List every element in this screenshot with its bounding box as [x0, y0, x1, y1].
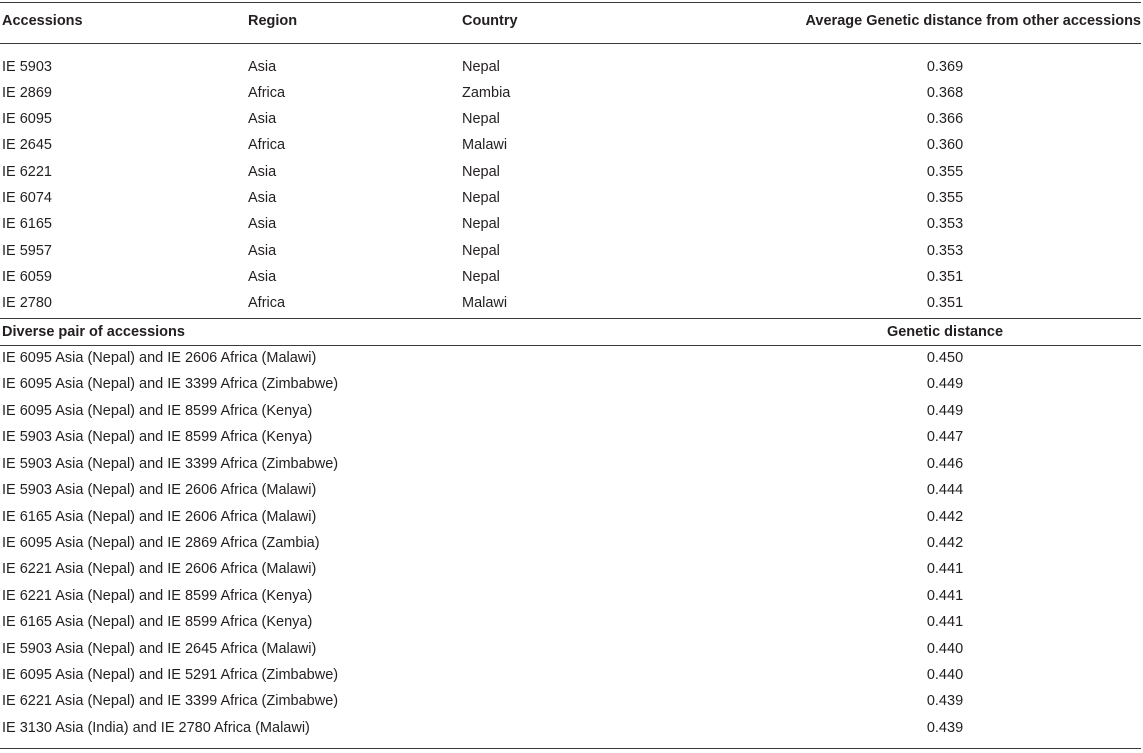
accession-cell: IE 6221 [2, 164, 52, 180]
region-cell: Asia [248, 216, 277, 232]
header-country: Country [462, 13, 518, 29]
distance-cell: 0.441 [926, 561, 964, 577]
table-top-rule [0, 2, 1141, 3]
table-row [0, 609, 1143, 635]
header-diverse-pair: Diverse pair of accessions [2, 324, 185, 340]
section2-header-row [0, 319, 1143, 345]
pair-cell: IE 6165 Asia (Nepal) and IE 2606 Africa (Malawi) [2, 509, 317, 525]
pair-cell: IE 5903 Asia (Nepal) and IE 2645 Africa (Malawi) [2, 641, 317, 657]
region-cell: Africa [248, 85, 286, 101]
distance-cell: 0.439 [926, 693, 964, 709]
header-genetic-distance: Genetic distance [886, 324, 1004, 340]
avg-distance-cell: 0.355 [926, 164, 964, 180]
table-row [0, 106, 1143, 132]
table-row [0, 345, 1143, 371]
country-cell: Nepal [462, 243, 500, 259]
region-cell: Asia [248, 243, 277, 259]
table-row [0, 185, 1143, 211]
table-row [0, 424, 1143, 450]
country-cell: Nepal [462, 111, 500, 127]
accession-cell: IE 6074 [2, 190, 52, 206]
section1-header-rule [0, 43, 1141, 44]
pair-cell: IE 6221 Asia (Nepal) and IE 2606 Africa (Malawi) [2, 561, 317, 577]
section1-header-row [0, 8, 1143, 34]
distance-cell: 0.446 [926, 456, 964, 472]
distance-cell: 0.449 [926, 403, 964, 419]
accession-cell: IE 6165 [2, 216, 52, 232]
accession-cell: IE 5903 [2, 59, 52, 75]
table-row [0, 504, 1143, 530]
distance-cell: 0.450 [926, 350, 964, 366]
region-cell: Asia [248, 59, 277, 75]
avg-distance-cell: 0.353 [926, 216, 964, 232]
distance-cell: 0.440 [926, 667, 964, 683]
table-row [0, 556, 1143, 582]
table-row [0, 290, 1143, 316]
accession-cell: IE 2869 [2, 85, 52, 101]
table-row [0, 636, 1143, 662]
pair-cell: IE 6095 Asia (Nepal) and IE 2869 Africa (Zambia) [2, 535, 320, 551]
pair-cell: IE 6221 Asia (Nepal) and IE 3399 Africa (Zimbabwe) [2, 693, 339, 709]
country-cell: Malawi [462, 137, 508, 153]
distance-cell: 0.442 [926, 535, 964, 551]
distance-cell: 0.441 [926, 588, 964, 604]
country-cell: Nepal [462, 269, 500, 285]
avg-distance-cell: 0.369 [926, 59, 964, 75]
distance-cell: 0.447 [926, 429, 964, 445]
pair-cell: IE 6095 Asia (Nepal) and IE 8599 Africa (Kenya) [2, 403, 313, 419]
country-cell: Zambia [462, 85, 511, 101]
distance-cell: 0.440 [926, 641, 964, 657]
accession-cell: IE 2645 [2, 137, 52, 153]
pair-cell: IE 3130 Asia (India) and IE 2780 Africa (Malawi) [2, 720, 310, 736]
avg-distance-cell: 0.351 [926, 295, 964, 311]
distance-cell: 0.449 [926, 376, 964, 392]
pair-cell: IE 6095 Asia (Nepal) and IE 5291 Africa (Zimbabwe) [2, 667, 339, 683]
table-row [0, 159, 1143, 185]
table-row [0, 583, 1143, 609]
pair-cell: IE 5903 Asia (Nepal) and IE 3399 Africa (Zimbabwe) [2, 456, 339, 472]
region-cell: Asia [248, 269, 277, 285]
accession-cell: IE 2780 [2, 295, 52, 311]
table-row [0, 54, 1143, 80]
pair-cell: IE 6095 Asia (Nepal) and IE 2606 Africa (Malawi) [2, 350, 317, 366]
table-row [0, 688, 1143, 714]
accession-cell: IE 5957 [2, 243, 52, 259]
country-cell: Nepal [462, 190, 500, 206]
table-row [0, 477, 1143, 503]
table-row [0, 530, 1143, 556]
distance-cell: 0.441 [926, 614, 964, 630]
distance-cell: 0.444 [926, 482, 964, 498]
avg-distance-cell: 0.355 [926, 190, 964, 206]
table-row [0, 662, 1143, 688]
country-cell: Nepal [462, 216, 500, 232]
accession-cell: IE 6059 [2, 269, 52, 285]
region-cell: Asia [248, 164, 277, 180]
table-bottom-rule [0, 748, 1141, 749]
table-row [0, 371, 1143, 397]
region-cell: Africa [248, 137, 286, 153]
avg-distance-cell: 0.353 [926, 243, 964, 259]
pair-cell: IE 5903 Asia (Nepal) and IE 2606 Africa (Malawi) [2, 482, 317, 498]
header-accessions: Accessions [2, 13, 83, 29]
country-cell: Nepal [462, 59, 500, 75]
table-row [0, 715, 1143, 741]
country-cell: Malawi [462, 295, 508, 311]
avg-distance-cell: 0.368 [926, 85, 964, 101]
table-row [0, 80, 1143, 106]
region-cell: Asia [248, 190, 277, 206]
table-row [0, 238, 1143, 264]
region-cell: Africa [248, 295, 286, 311]
table-row [0, 264, 1143, 290]
pair-cell: IE 5903 Asia (Nepal) and IE 8599 Africa (Kenya) [2, 429, 313, 445]
pair-cell: IE 6095 Asia (Nepal) and IE 3399 Africa (Zimbabwe) [2, 376, 339, 392]
header-average-genetic-distance: Average Genetic distance from other accessions [805, 13, 1141, 29]
header-region: Region [248, 13, 298, 29]
avg-distance-cell: 0.351 [926, 269, 964, 285]
pair-cell: IE 6221 Asia (Nepal) and IE 8599 Africa (Kenya) [2, 588, 313, 604]
avg-distance-cell: 0.366 [926, 111, 964, 127]
table-row [0, 398, 1143, 424]
distance-cell: 0.439 [926, 720, 964, 736]
table-row [0, 132, 1143, 158]
accession-cell: IE 6095 [2, 111, 52, 127]
distance-cell: 0.442 [926, 509, 964, 525]
avg-distance-cell: 0.360 [926, 137, 964, 153]
region-cell: Asia [248, 111, 277, 127]
country-cell: Nepal [462, 164, 500, 180]
table-row [0, 451, 1143, 477]
pair-cell: IE 6165 Asia (Nepal) and IE 8599 Africa (Kenya) [2, 614, 313, 630]
table-row [0, 211, 1143, 237]
